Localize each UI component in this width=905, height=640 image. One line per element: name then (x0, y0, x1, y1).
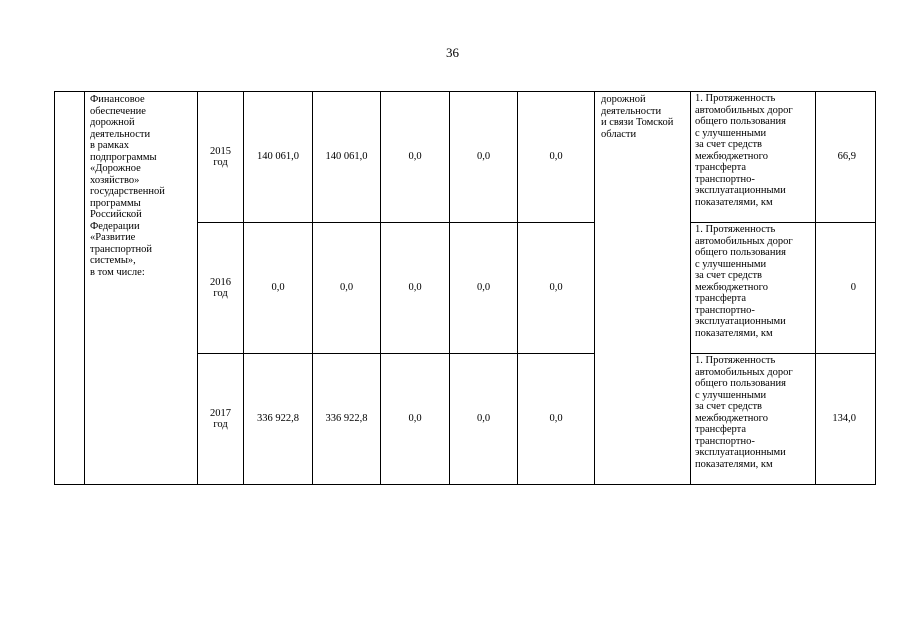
local-cell: 0,0 (450, 354, 518, 485)
year-cell: 2016 год (198, 223, 244, 354)
federal-cell: 140 061,0 (313, 92, 381, 223)
year-cell: 2017 год (198, 354, 244, 485)
total-cell: 0,0 (244, 223, 313, 354)
other-cell: 0,0 (518, 223, 595, 354)
indicator-value-cell: 134,0 (816, 354, 876, 485)
table-row (55, 92, 876, 223)
indicator-cell: 1. Протяженность автомобильных дорог общего пользования с улучшенными за счет средств межбюджетного трансферта транспортно- эксплуатационными показателями, км (691, 92, 816, 223)
regional-cell: 0,0 (381, 92, 450, 223)
row-number-cell (55, 92, 85, 485)
federal-cell: 0,0 (313, 223, 381, 354)
year-cell: 2015 год (198, 92, 244, 223)
regional-cell: 0,0 (381, 223, 450, 354)
federal-cell: 336 922,8 (313, 354, 381, 485)
other-cell: 0,0 (518, 354, 595, 485)
regional-cell: 0,0 (381, 354, 450, 485)
total-cell: 140 061,0 (244, 92, 313, 223)
financing-table (54, 91, 876, 485)
indicator-value-cell: 0 (816, 223, 876, 354)
total-cell: 336 922,8 (244, 354, 313, 485)
page-number: 36 (446, 45, 459, 60)
indicator-cell: 1. Протяженность автомобильных дорог общего пользования с улучшенными за счет средств межбюджетного трансферта транспортно- эксплуатационными показателями, км (691, 354, 816, 485)
measure-description: Финансовое обеспечение дорожной деятельности в рамках подпрограммы «Дорожное хозяйство» государственной программы Российской Федерации «Развитие транспортной системы», в том числе: (85, 92, 198, 485)
indicator-value-cell: 66,9 (816, 92, 876, 223)
local-cell: 0,0 (450, 223, 518, 354)
indicator-cell: 1. Протяженность автомобильных дорог общего пользования с улучшенными за счет средств межбюджетного трансферта транспортно- эксплуатационными показателями, км (691, 223, 816, 354)
other-cell: 0,0 (518, 92, 595, 223)
executor-cell: дорожной деятельности и связи Томской области (595, 92, 691, 485)
local-cell: 0,0 (450, 92, 518, 223)
